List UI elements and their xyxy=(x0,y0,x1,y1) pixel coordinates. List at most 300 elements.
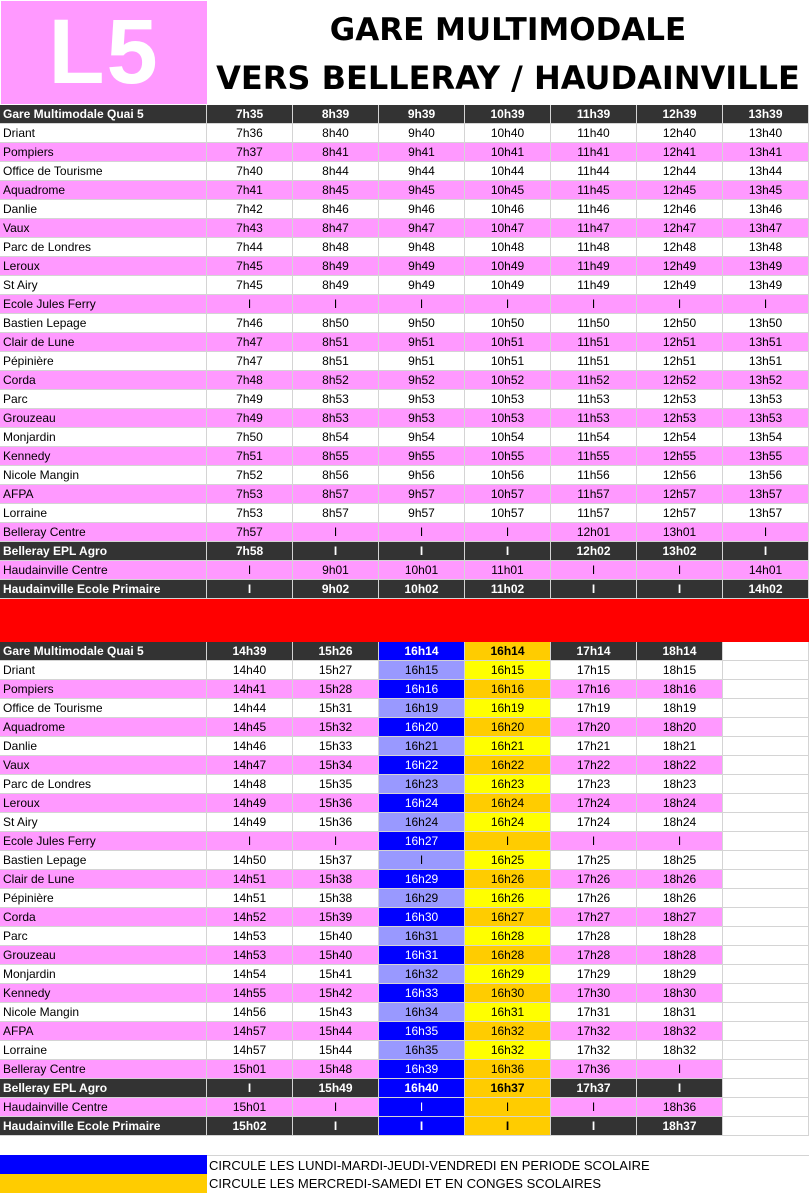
departure-time: 17h29 xyxy=(551,965,637,984)
departure-time xyxy=(723,965,809,984)
departure-time: 18h28 xyxy=(637,946,723,965)
stop-name: Office de Tourisme xyxy=(0,699,207,718)
departure-time: 16h19 xyxy=(465,699,551,718)
departure-time: 12h44 xyxy=(637,162,723,181)
table-row xyxy=(0,1079,809,1098)
departure-time: 16h24 xyxy=(465,813,551,832)
table-row xyxy=(0,257,809,276)
departure-time: 7h57 xyxy=(207,523,293,542)
departure-time: 16h40 xyxy=(379,1079,465,1098)
table-row xyxy=(0,1041,809,1060)
stop-name: Belleray EPL Agro xyxy=(0,542,207,561)
table-row xyxy=(0,756,809,775)
departure-time: I xyxy=(293,523,379,542)
departure-time: 17h32 xyxy=(551,1041,637,1060)
departure-time: 15h40 xyxy=(293,927,379,946)
departure-time: 12h46 xyxy=(637,200,723,219)
table-row xyxy=(0,1098,809,1117)
departure-time: 11h01 xyxy=(465,561,551,580)
departure-time: I xyxy=(379,1117,465,1136)
stop-name: Haudainville Centre xyxy=(0,1098,207,1117)
departure-time: 16h20 xyxy=(465,718,551,737)
stop-name: Parc de Londres xyxy=(0,775,207,794)
departure-time: 14h57 xyxy=(207,1022,293,1041)
table-row xyxy=(0,851,809,870)
departure-time: 12h39 xyxy=(637,105,723,124)
table-row xyxy=(0,485,809,504)
departure-time: 12h57 xyxy=(637,504,723,523)
departure-time: 18h36 xyxy=(637,1098,723,1117)
departure-time: 15h42 xyxy=(293,984,379,1003)
stop-name: Bastien Lepage xyxy=(0,851,207,870)
departure-time: 11h45 xyxy=(551,181,637,200)
departure-time: 15h01 xyxy=(207,1098,293,1117)
departure-time: 10h53 xyxy=(465,409,551,428)
departure-time: 7h47 xyxy=(207,352,293,371)
departure-time: 18h32 xyxy=(637,1041,723,1060)
departure-time: 18h24 xyxy=(637,794,723,813)
table-row xyxy=(0,984,809,1003)
departure-time: 18h21 xyxy=(637,737,723,756)
departure-time: 8h49 xyxy=(293,276,379,295)
departure-time: 14h51 xyxy=(207,870,293,889)
stop-name: Pépinière xyxy=(0,352,207,371)
table-row xyxy=(0,870,809,889)
stop-name: Haudainville Ecole Primaire xyxy=(0,1117,207,1136)
table-row xyxy=(0,200,809,219)
departure-time xyxy=(723,1003,809,1022)
departure-time: I xyxy=(207,832,293,851)
departure-time: 16h24 xyxy=(379,794,465,813)
departure-time xyxy=(723,889,809,908)
departure-time: 14h57 xyxy=(207,1041,293,1060)
departure-time: 11h57 xyxy=(551,504,637,523)
departure-time: 17h14 xyxy=(551,642,637,661)
stop-name: Pompiers xyxy=(0,680,207,699)
stop-name: Parc de Londres xyxy=(0,238,207,257)
legend-item-school-period xyxy=(0,1155,809,1174)
departure-time: 18h22 xyxy=(637,756,723,775)
departure-time: 16h21 xyxy=(379,737,465,756)
departure-time: I xyxy=(637,1079,723,1098)
departure-time: 16h34 xyxy=(379,1003,465,1022)
title-destination: VERS BELLERAY / HAUDAINVILLE xyxy=(216,59,800,97)
departure-time: 14h02 xyxy=(723,580,809,599)
departure-time: 9h45 xyxy=(379,181,465,200)
departure-time xyxy=(723,1098,809,1117)
departure-time: I xyxy=(293,832,379,851)
table-row xyxy=(0,1117,809,1136)
departure-time: 15h32 xyxy=(293,718,379,737)
table-row xyxy=(0,504,809,523)
departure-time: 14h44 xyxy=(207,699,293,718)
departure-time: 13h53 xyxy=(723,390,809,409)
departure-time: 15h38 xyxy=(293,889,379,908)
departure-time: 8h40 xyxy=(293,124,379,143)
departure-time: 8h53 xyxy=(293,390,379,409)
departure-time: 7h49 xyxy=(207,390,293,409)
departure-time: 14h45 xyxy=(207,718,293,737)
departure-time: I xyxy=(551,295,637,314)
departure-time xyxy=(723,946,809,965)
departure-time: 10h57 xyxy=(465,504,551,523)
departure-time: 11h40 xyxy=(551,124,637,143)
departure-time xyxy=(723,1041,809,1060)
departure-time: 18h23 xyxy=(637,775,723,794)
departure-time: 17h21 xyxy=(551,737,637,756)
departure-time: I xyxy=(207,561,293,580)
departure-time: 9h41 xyxy=(379,143,465,162)
departure-time: 18h31 xyxy=(637,1003,723,1022)
departure-time: 12h56 xyxy=(637,466,723,485)
departure-time xyxy=(723,756,809,775)
table-row xyxy=(0,181,809,200)
departure-time: 16h22 xyxy=(465,756,551,775)
stop-name: Parc xyxy=(0,390,207,409)
departure-time: 12h57 xyxy=(637,485,723,504)
departure-time xyxy=(723,718,809,737)
departure-time: 9h51 xyxy=(379,352,465,371)
departure-time: 10h57 xyxy=(465,485,551,504)
stop-name: Haudainville Ecole Primaire xyxy=(0,580,207,599)
departure-time: 16h20 xyxy=(379,718,465,737)
departure-time: 9h49 xyxy=(379,276,465,295)
departure-time: 7h58 xyxy=(207,542,293,561)
departure-time: 9h51 xyxy=(379,333,465,352)
departure-time: I xyxy=(723,542,809,561)
departure-time: 14h50 xyxy=(207,851,293,870)
departure-time: 15h36 xyxy=(293,794,379,813)
departure-time: 15h26 xyxy=(293,642,379,661)
departure-time: 13h53 xyxy=(723,409,809,428)
departure-time: 13h01 xyxy=(637,523,723,542)
departure-time: 18h14 xyxy=(637,642,723,661)
departure-time: 17h22 xyxy=(551,756,637,775)
departure-time: 7h48 xyxy=(207,371,293,390)
departure-time: I xyxy=(379,295,465,314)
table-row xyxy=(0,523,809,542)
departure-time xyxy=(723,661,809,680)
departure-time: 9h57 xyxy=(379,504,465,523)
departure-time: 12h49 xyxy=(637,257,723,276)
departure-time: 10h49 xyxy=(465,276,551,295)
departure-time: 16h32 xyxy=(379,965,465,984)
table-row xyxy=(0,295,809,314)
departure-time: 10h51 xyxy=(465,352,551,371)
departure-time: 16h35 xyxy=(379,1041,465,1060)
departure-time: 13h50 xyxy=(723,314,809,333)
departure-time: 13h48 xyxy=(723,238,809,257)
departure-time: 15h35 xyxy=(293,775,379,794)
departure-time: 9h48 xyxy=(379,238,465,257)
departure-time: 14h56 xyxy=(207,1003,293,1022)
departure-time: I xyxy=(723,523,809,542)
departure-time: I xyxy=(293,1098,379,1117)
departure-time: 13h44 xyxy=(723,162,809,181)
departure-time: I xyxy=(637,295,723,314)
departure-time xyxy=(723,984,809,1003)
departure-time: 18h26 xyxy=(637,889,723,908)
departure-time: 17h16 xyxy=(551,680,637,699)
departure-time: 15h36 xyxy=(293,813,379,832)
stop-name: Kennedy xyxy=(0,984,207,1003)
stop-name: Clair de Lune xyxy=(0,333,207,352)
stop-name: Pompiers xyxy=(0,143,207,162)
departure-time: 14h51 xyxy=(207,889,293,908)
departure-time: 11h49 xyxy=(551,257,637,276)
departure-time: 12h51 xyxy=(637,352,723,371)
departure-time: 18h16 xyxy=(637,680,723,699)
table-row xyxy=(0,680,809,699)
departure-time: 15h49 xyxy=(293,1079,379,1098)
departure-time: 15h02 xyxy=(207,1117,293,1136)
departure-time: 16h16 xyxy=(465,680,551,699)
table-row xyxy=(0,276,809,295)
departure-time: 16h24 xyxy=(379,813,465,832)
departure-time: 8h51 xyxy=(293,333,379,352)
departure-time: 13h45 xyxy=(723,181,809,200)
table-row xyxy=(0,908,809,927)
departure-time: I xyxy=(379,851,465,870)
table-row xyxy=(0,946,809,965)
table-row xyxy=(0,965,809,984)
table-row xyxy=(0,466,809,485)
departure-time: 14h53 xyxy=(207,946,293,965)
stop-name: Ecole Jules Ferry xyxy=(0,295,207,314)
stop-name: Clair de Lune xyxy=(0,870,207,889)
stop-name: Corda xyxy=(0,908,207,927)
departure-time: 13h39 xyxy=(723,105,809,124)
table-row xyxy=(0,1003,809,1022)
departure-time: 8h48 xyxy=(293,238,379,257)
stop-name: Grouzeau xyxy=(0,409,207,428)
departure-time: 7h45 xyxy=(207,257,293,276)
departure-time: 10h49 xyxy=(465,257,551,276)
departure-time: 18h25 xyxy=(637,851,723,870)
departure-time: 17h31 xyxy=(551,1003,637,1022)
departure-time: 11h55 xyxy=(551,447,637,466)
table-row xyxy=(0,718,809,737)
table-row xyxy=(0,927,809,946)
departure-time: 7h35 xyxy=(207,105,293,124)
departure-time: 16h29 xyxy=(465,965,551,984)
departure-time: I xyxy=(551,1098,637,1117)
departure-time: 16h14 xyxy=(465,642,551,661)
departure-time: 16h28 xyxy=(465,946,551,965)
departure-time: 15h33 xyxy=(293,737,379,756)
stop-name: Lorraine xyxy=(0,1041,207,1060)
departure-time: 11h53 xyxy=(551,409,637,428)
departure-time: 18h20 xyxy=(637,718,723,737)
departure-time: 8h53 xyxy=(293,409,379,428)
section-divider-band xyxy=(0,599,809,642)
departure-time: 11h48 xyxy=(551,238,637,257)
departure-time: 15h44 xyxy=(293,1022,379,1041)
departure-time: 9h01 xyxy=(293,561,379,580)
departure-time: 10h40 xyxy=(465,124,551,143)
departure-time: I xyxy=(637,832,723,851)
departure-time: 8h45 xyxy=(293,181,379,200)
table-row xyxy=(0,219,809,238)
legend-label: CIRCULE LES LUNDI-MARDI-JEUDI-VENDREDI EN PERIODE SCOLAIRE xyxy=(207,1155,809,1174)
table-row xyxy=(0,238,809,257)
departure-time: I xyxy=(293,1117,379,1136)
departure-time: 7h36 xyxy=(207,124,293,143)
departure-time xyxy=(723,680,809,699)
departure-time: 13h49 xyxy=(723,276,809,295)
departure-time: 13h51 xyxy=(723,352,809,371)
departure-time: 17h28 xyxy=(551,927,637,946)
stop-name: Danlie xyxy=(0,200,207,219)
departure-time: 12h51 xyxy=(637,333,723,352)
departure-time: 8h47 xyxy=(293,219,379,238)
departure-time: 16h29 xyxy=(379,870,465,889)
stop-name: Nicole Mangin xyxy=(0,1003,207,1022)
departure-time: 15h44 xyxy=(293,1041,379,1060)
departure-time: I xyxy=(723,295,809,314)
legend-label: CIRCULE LES MERCREDI-SAMEDI ET EN CONGES SCOLAIRES xyxy=(209,1176,602,1191)
departure-time xyxy=(723,794,809,813)
departure-time: 10h48 xyxy=(465,238,551,257)
departure-time: 11h54 xyxy=(551,428,637,447)
departure-time: 16h15 xyxy=(465,661,551,680)
departure-time: 13h52 xyxy=(723,371,809,390)
departure-time: 15h37 xyxy=(293,851,379,870)
departure-time: 18h24 xyxy=(637,813,723,832)
departure-time: 13h41 xyxy=(723,143,809,162)
stop-name: Haudainville Centre xyxy=(0,561,207,580)
stop-name: Pépinière xyxy=(0,889,207,908)
departure-time: 13h54 xyxy=(723,428,809,447)
departure-time xyxy=(723,851,809,870)
departure-time: 8h56 xyxy=(293,466,379,485)
stop-name: Bastien Lepage xyxy=(0,314,207,333)
departure-time: 18h29 xyxy=(637,965,723,984)
departure-time: 18h26 xyxy=(637,870,723,889)
stop-name: Gare Multimodale Quai 5 xyxy=(0,642,207,661)
departure-time: 9h44 xyxy=(379,162,465,181)
departure-time: 16h25 xyxy=(465,851,551,870)
departure-time: 16h24 xyxy=(465,794,551,813)
departure-time: 7h53 xyxy=(207,485,293,504)
departure-time xyxy=(723,775,809,794)
departure-time: 17h26 xyxy=(551,870,637,889)
departure-time: 11h44 xyxy=(551,162,637,181)
departure-time: 7h44 xyxy=(207,238,293,257)
departure-time: 7h43 xyxy=(207,219,293,238)
departure-time: 15h48 xyxy=(293,1060,379,1079)
departure-time: 16h14 xyxy=(379,642,465,661)
departure-time: I xyxy=(207,580,293,599)
departure-time: 10h52 xyxy=(465,371,551,390)
legend-swatch-orange xyxy=(0,1174,207,1193)
departure-time: 13h56 xyxy=(723,466,809,485)
stop-name: Office de Tourisme xyxy=(0,162,207,181)
stop-name: Monjardin xyxy=(0,428,207,447)
departure-time xyxy=(723,813,809,832)
departure-time: 12h47 xyxy=(637,219,723,238)
departure-time: 12h53 xyxy=(637,390,723,409)
departure-time: 13h40 xyxy=(723,124,809,143)
departure-time: 17h24 xyxy=(551,794,637,813)
departure-time: 18h15 xyxy=(637,661,723,680)
stop-name: AFPA xyxy=(0,485,207,504)
departure-time: 9h52 xyxy=(379,371,465,390)
departure-time: 14h47 xyxy=(207,756,293,775)
table-row xyxy=(0,889,809,908)
table-row xyxy=(0,1060,809,1079)
departure-time: 13h55 xyxy=(723,447,809,466)
departure-time: 9h57 xyxy=(379,485,465,504)
departure-time: 17h25 xyxy=(551,851,637,870)
departure-time: 17h15 xyxy=(551,661,637,680)
table-row xyxy=(0,409,809,428)
departure-time: 7h45 xyxy=(207,276,293,295)
departure-time: 18h30 xyxy=(637,984,723,1003)
table-row xyxy=(0,390,809,409)
departure-time: 8h55 xyxy=(293,447,379,466)
departure-time: 14h53 xyxy=(207,927,293,946)
departure-time: 7h51 xyxy=(207,447,293,466)
departure-time: 8h44 xyxy=(293,162,379,181)
departure-time: 17h30 xyxy=(551,984,637,1003)
departure-time: 18h27 xyxy=(637,908,723,927)
departure-time: 8h49 xyxy=(293,257,379,276)
departure-time: 13h02 xyxy=(637,542,723,561)
departure-time: I xyxy=(379,523,465,542)
departure-time xyxy=(723,832,809,851)
departure-time: 16h23 xyxy=(379,775,465,794)
departure-time xyxy=(723,1117,809,1136)
departure-time: 18h28 xyxy=(637,927,723,946)
departure-time: 10h45 xyxy=(465,181,551,200)
departure-time: 13h57 xyxy=(723,504,809,523)
stop-name: Aquadrome xyxy=(0,718,207,737)
departure-time: 15h31 xyxy=(293,699,379,718)
stop-name: Driant xyxy=(0,124,207,143)
stop-name: AFPA xyxy=(0,1022,207,1041)
table-row xyxy=(0,542,809,561)
departure-time: 9h56 xyxy=(379,466,465,485)
departure-time: 8h51 xyxy=(293,352,379,371)
departure-time: 12h54 xyxy=(637,428,723,447)
stop-name: Kennedy xyxy=(0,447,207,466)
table-row xyxy=(0,580,809,599)
departure-time: I xyxy=(551,580,637,599)
departure-time: 16h37 xyxy=(465,1079,551,1098)
departure-time: 10h44 xyxy=(465,162,551,181)
departure-time xyxy=(723,1079,809,1098)
departure-time: 17h27 xyxy=(551,908,637,927)
departure-time: 12h01 xyxy=(551,523,637,542)
departure-time: 9h50 xyxy=(379,314,465,333)
stop-name: Belleray Centre xyxy=(0,523,207,542)
departure-time: 9h55 xyxy=(379,447,465,466)
table-row xyxy=(0,642,809,661)
departure-time: 12h50 xyxy=(637,314,723,333)
departure-time xyxy=(723,699,809,718)
departure-time xyxy=(723,737,809,756)
departure-time: 8h46 xyxy=(293,200,379,219)
departure-time: 15h28 xyxy=(293,680,379,699)
departure-time: 7h47 xyxy=(207,333,293,352)
line-number-badge: L5 xyxy=(1,1,207,104)
departure-time: 14h46 xyxy=(207,737,293,756)
timetable-morning xyxy=(0,105,809,599)
stop-name: Belleray Centre xyxy=(0,1060,207,1079)
departure-time: 10h47 xyxy=(465,219,551,238)
stop-name: Grouzeau xyxy=(0,946,207,965)
